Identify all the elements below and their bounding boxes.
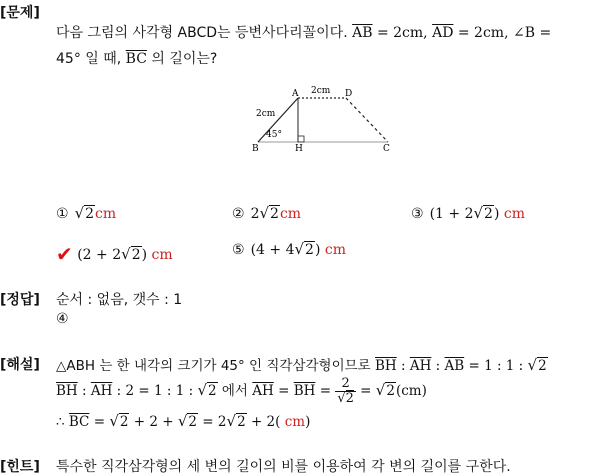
option-2-mark: ② [232, 206, 245, 222]
option-2-unit: cm [279, 206, 302, 222]
option-2[interactable] [232, 204, 301, 222]
sqrt-symbol: √2 [527, 356, 547, 374]
seg-bh-3: $\overline{BH}$ [293, 383, 316, 399]
option-4-post: ) [141, 247, 148, 263]
eq-2: = [315, 383, 336, 399]
sqrt-symbol: √2 [226, 412, 246, 430]
therefore-symbol: ∴ [56, 414, 69, 430]
label-angle: 45° [266, 130, 282, 140]
option-3-pre: (1 + 2 [429, 206, 474, 222]
eq-3: = [355, 383, 376, 399]
option-5-mark: ⑤ [232, 242, 245, 258]
option-1-unit: cm [95, 206, 117, 222]
fraction [335, 377, 356, 406]
option-5-post: ) [314, 242, 321, 258]
l3-c: = 2 [198, 414, 227, 430]
problem-line-2 [56, 48, 217, 68]
sqrt-symbol: √2 [473, 204, 493, 222]
solution-text-1: △ABH 는 한 내각의 크기가 45° 인 직각삼각형이므로 [56, 358, 375, 374]
problem-header: [문제] [0, 5, 40, 21]
eq-ad: = 2cm, ∠B = [453, 25, 552, 41]
option-1-mark: ① [56, 206, 69, 222]
l3-d: + 2( [246, 414, 281, 430]
option-5-pre: (4 + 4 [250, 242, 295, 258]
hint-text: 특수한 직각삼각형의 세 변의 길이의 비를 이용하여 각 변의 길이를 구한다. [56, 459, 511, 475]
sep-2: : [431, 358, 445, 374]
ratio-2: : 2 = 1 : 1 : [112, 383, 198, 399]
sqrt-symbol: √2 [294, 240, 314, 258]
option-1-sqrt-arg: 2 [85, 206, 95, 222]
option-1[interactable] [56, 204, 116, 222]
frac-den: √2 [337, 391, 354, 406]
l3-e: ) [305, 414, 311, 430]
label-c: C [383, 144, 390, 154]
sqrt-symbol: √2 [109, 412, 129, 430]
option-5-sqrt-arg: 2 [305, 242, 314, 258]
option-4-sqrt-arg: 2 [131, 247, 141, 263]
label-side-length: 2cm [256, 109, 276, 119]
option-3-mark: ③ [411, 206, 424, 222]
sep-3: : [77, 383, 91, 399]
solution-text-2: 에서 [217, 383, 253, 399]
label-top-length: 2cm [311, 86, 331, 96]
option-2-sqrt-arg: 2 [270, 206, 279, 222]
solution-header: [해설] [0, 357, 40, 373]
option-3-unit: cm [503, 206, 526, 222]
option-3-sqrt-arg: 2 [484, 206, 493, 222]
sqrt-symbol: √2 [74, 204, 95, 222]
option-5[interactable] [232, 240, 346, 258]
sqrt-symbol: √2 [121, 245, 141, 263]
l3-b: + 2 + [129, 414, 178, 430]
option-5-unit: cm [324, 242, 347, 258]
seg-ah-2: $\overline{AH}$ [90, 383, 113, 399]
sqrt-symbol: √2 [375, 381, 395, 399]
label-d: D [345, 89, 353, 99]
label-b: B [252, 144, 259, 154]
frac-num: 2 [335, 377, 356, 392]
problem-text-2: 45° 일 때, [56, 51, 126, 67]
seg-ab: $\overline{AB}$ [444, 358, 465, 374]
option-4[interactable] [56, 240, 173, 264]
option-4-pre: (2 + 2 [77, 247, 122, 263]
label-a: A [292, 89, 299, 99]
hint-header: [힌트] [0, 459, 40, 475]
eq-1: = [273, 383, 294, 399]
side-dc [346, 98, 388, 142]
option-3-post: ) [493, 206, 500, 222]
option-3[interactable] [411, 204, 525, 222]
correct-check-icon: ✔ [56, 242, 73, 266]
solution-line-1 [56, 354, 548, 374]
sqrt-symbol: √2 [259, 204, 279, 222]
answer-meta: 순서 : 없음, 갯수 : 1 [56, 292, 183, 308]
seg-ah-3: $\overline{AH}$ [252, 383, 274, 399]
l3-a: = [89, 414, 110, 430]
ratio-1: = 1 : 1 : [464, 358, 528, 374]
answer-header: [정답] [0, 292, 40, 308]
sep-1: : [396, 358, 410, 374]
unit-cm: (cm) [395, 383, 427, 399]
answer-value: ④ [56, 311, 69, 327]
option-4-unit: cm [151, 247, 173, 263]
segment-ab: $\overline{AB}$ [352, 25, 373, 41]
eq-ab: = 2cm, [372, 25, 433, 41]
segment-bc: $\overline{BC}$ [125, 51, 147, 67]
label-h: H [295, 144, 303, 154]
trapezoid-figure [248, 82, 398, 154]
solution-line-3 [56, 412, 310, 430]
seg-bh: $\overline{BH}$ [375, 358, 397, 374]
option-2-pre: 2 [250, 206, 260, 222]
seg-bc: $\overline{BC}$ [68, 414, 90, 430]
sqrt-symbol: √2 [177, 412, 198, 430]
right-angle-mark [298, 136, 304, 142]
l3-unit: cm [280, 414, 306, 430]
segment-ad: $\overline{AD}$ [432, 25, 454, 41]
sqrt-symbol: √2 [197, 381, 217, 399]
problem-text-1: 다음 그림의 사각형 ABCD는 등변사다리꼴이다. [56, 25, 348, 41]
problem-line-1 [56, 22, 551, 42]
seg-ah: $\overline{AH}$ [409, 358, 432, 374]
problem-text-3: 의 길이는? [146, 51, 218, 67]
seg-bh-2: $\overline{BH}$ [56, 383, 78, 399]
solution-line-2 [56, 377, 427, 406]
